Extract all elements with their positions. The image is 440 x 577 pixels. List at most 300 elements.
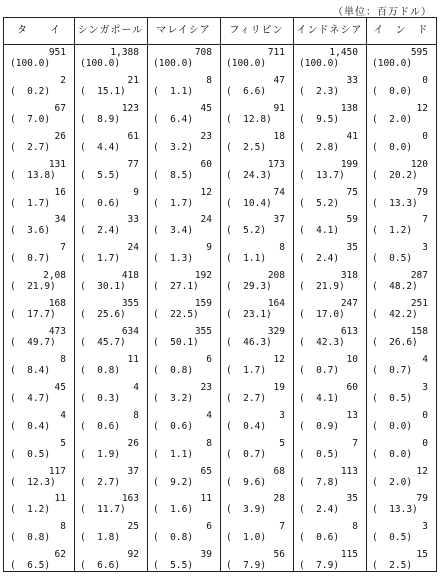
table-cell (147, 270, 220, 298)
cell-value: 8 (352, 521, 358, 533)
table-cell (4, 242, 74, 270)
cell-percent: ( 0.7) (226, 448, 267, 460)
cell-percent: ( 2.7) (226, 392, 267, 404)
cell-percent: ( 1.3) (153, 253, 194, 265)
cell-percent: ( 6.6) (80, 560, 121, 572)
table-cell (293, 410, 366, 438)
table-cell (293, 242, 366, 270)
table-cell (4, 521, 74, 549)
cell-percent: ( 45.7) (80, 337, 126, 348)
cell-percent: ( 13.3) (372, 504, 418, 516)
cell-percent: ( 1.1) (226, 253, 267, 265)
column-header: タ イ (17, 25, 61, 36)
cell-percent: (100.0) (10, 58, 51, 69)
table-cell (147, 410, 220, 438)
table-cell (4, 75, 74, 103)
cell-value: 6 (206, 521, 212, 533)
table-cell (74, 47, 147, 75)
table-cell (147, 131, 220, 159)
cell-value: 33 (346, 74, 358, 86)
column-header: フィリピン (229, 25, 284, 36)
cell-value: 92 (127, 549, 139, 561)
cell-value: 11 (54, 493, 66, 505)
table-cell (4, 270, 74, 298)
cell-percent: ( 2.4) (80, 225, 121, 237)
cell-percent: ( 4.4) (80, 141, 121, 153)
cell-percent: ( 9.2) (153, 476, 194, 488)
cell-value: 163 (121, 493, 139, 505)
cell-value: 45 (200, 102, 212, 114)
table-cell (293, 298, 366, 326)
cell-percent: ( 5.2) (299, 197, 340, 209)
cell-value: 4 (60, 409, 66, 421)
table-cell (4, 326, 74, 354)
cell-value: 7 (352, 437, 358, 449)
cell-value: 173 (267, 158, 285, 170)
cell-value: 131 (48, 158, 66, 170)
cell-percent: (100.0) (226, 58, 267, 69)
table-cell (220, 159, 293, 187)
table-cell (220, 410, 293, 438)
cell-percent: ( 0.5) (10, 448, 51, 460)
table-cell (220, 521, 293, 549)
cell-value: 35 (346, 493, 358, 505)
cell-value: 8 (206, 437, 212, 449)
cell-value: 117 (48, 465, 66, 477)
cell-value: 1,450 (329, 47, 358, 58)
cell-percent: ( 0.6) (153, 420, 194, 432)
cell-percent: ( 2.4) (299, 504, 340, 516)
cell-percent: ( 17.7) (10, 309, 56, 321)
cell-percent: ( 13.8) (10, 169, 56, 181)
cell-percent: ( 0.7) (10, 253, 51, 265)
table-cell (147, 326, 220, 354)
cell-percent: ( 3.6) (10, 225, 51, 237)
table-cell (366, 214, 436, 242)
cell-value: 9 (206, 242, 212, 254)
cell-percent: ( 4.1) (299, 392, 340, 404)
cell-value: 7 (422, 214, 428, 226)
cell-percent: ( 2.7) (10, 141, 51, 153)
cell-percent: ( 3.2) (153, 392, 194, 404)
cell-percent: ( 1.1) (153, 448, 194, 460)
cell-value: 12 (200, 186, 212, 198)
cell-value: 4 (133, 381, 139, 393)
table-cell (366, 354, 436, 382)
cell-percent: ( 21.9) (299, 281, 345, 293)
cell-value: 47 (273, 74, 285, 86)
cell-percent: ( 17.0) (299, 309, 345, 321)
cell-value: 23 (200, 130, 212, 142)
cell-value: 34 (54, 214, 66, 226)
cell-value: 418 (121, 270, 139, 282)
cell-value: 15 (416, 549, 428, 561)
table-cell (366, 131, 436, 159)
table-cell (293, 466, 366, 494)
cell-value: 2 (60, 74, 66, 86)
cell-value: 287 (410, 270, 428, 282)
cell-percent: ( 30.1) (80, 281, 126, 293)
cell-value: 60 (346, 381, 358, 393)
table-cell (366, 242, 436, 270)
cell-percent: ( 3.2) (153, 141, 194, 153)
table-row (4, 214, 436, 242)
cell-value: 59 (346, 214, 358, 226)
table-cell (4, 493, 74, 521)
cell-value: 595 (410, 47, 428, 58)
cell-value: 35 (346, 242, 358, 254)
cell-percent: ( 2.7) (80, 476, 121, 488)
table-cell (147, 493, 220, 521)
table-cell (293, 103, 366, 131)
table-cell (74, 214, 147, 242)
cell-percent: ( 1.7) (226, 364, 267, 376)
cell-value: 39 (200, 549, 212, 561)
table-row (4, 75, 436, 103)
cell-percent: ( 26.6) (372, 337, 418, 348)
cell-value: 7 (60, 242, 66, 254)
cell-percent: ( 50.1) (153, 337, 199, 348)
cell-value: 24 (200, 214, 212, 226)
table-cell (74, 549, 147, 577)
cell-percent: ( 0.5) (299, 448, 340, 460)
cell-percent: ( 0.8) (80, 364, 121, 376)
table-cell (220, 549, 293, 577)
cell-value: 24 (127, 242, 139, 254)
table-cell (74, 410, 147, 438)
table-cell (220, 131, 293, 159)
cell-value: 5 (60, 437, 66, 449)
table-cell (74, 270, 147, 298)
cell-percent: ( 0.2) (10, 85, 51, 97)
cell-value: 11 (200, 493, 212, 505)
table-cell (147, 47, 220, 75)
table-cell (366, 549, 436, 577)
cell-value: 28 (273, 493, 285, 505)
cell-value: 26 (127, 437, 139, 449)
table-row (4, 466, 436, 494)
column-header: マレイシア (156, 25, 211, 36)
cell-percent: ( 15.1) (80, 85, 126, 97)
table-cell (4, 103, 74, 131)
table-cell (147, 438, 220, 466)
cell-value: 8 (206, 74, 212, 86)
table-cell (220, 493, 293, 521)
cell-percent: ( 0.8) (10, 532, 51, 544)
cell-percent: (100.0) (80, 58, 121, 69)
table-cell (366, 47, 436, 75)
cell-percent: ( 2.3) (299, 85, 340, 97)
cell-value: 3 (422, 381, 428, 393)
cell-value: 120 (410, 158, 428, 170)
cell-percent: ( 11.7) (80, 504, 126, 516)
cell-percent: ( 1.7) (80, 253, 121, 265)
cell-percent: ( 0.3) (80, 392, 121, 404)
cell-value: 25 (127, 521, 139, 533)
table-cell (74, 103, 147, 131)
table-cell (220, 382, 293, 410)
table-cell (4, 47, 74, 75)
table-cell (220, 270, 293, 298)
cell-value: 113 (340, 465, 358, 477)
cell-percent: ( 13.3) (372, 197, 418, 209)
table-row (4, 270, 436, 298)
table-cell (147, 242, 220, 270)
cell-value: 0 (422, 130, 428, 142)
cell-percent: ( 0.9) (299, 420, 340, 432)
table-row (4, 521, 436, 549)
cell-value: 67 (54, 102, 66, 114)
cell-value: 11 (127, 353, 139, 365)
cell-value: 8 (60, 521, 66, 533)
table-cell (293, 354, 366, 382)
cell-value: 37 (127, 465, 139, 477)
cell-value: 74 (273, 186, 285, 198)
cell-percent: ( 1.7) (153, 197, 194, 209)
cell-percent: ( 0.4) (226, 420, 267, 432)
table-cell (147, 549, 220, 577)
cell-percent: ( 7.9) (226, 560, 267, 572)
table-cell (4, 159, 74, 187)
cell-percent: ( 4.7) (10, 392, 51, 404)
cell-percent: ( 21.9) (10, 281, 56, 293)
cell-percent: ( 0.8) (153, 532, 194, 544)
cell-value: 16 (54, 186, 66, 198)
cell-percent: ( 0.0) (372, 85, 413, 97)
table-cell (293, 521, 366, 549)
cell-percent: ( 12.3) (10, 476, 56, 488)
cell-value: 318 (340, 270, 358, 282)
cell-percent: ( 5.5) (80, 169, 121, 181)
table-cell (4, 549, 74, 577)
cell-percent: ( 48.2) (372, 281, 418, 293)
table-row (4, 382, 436, 410)
table-cell (366, 270, 436, 298)
cell-percent: ( 24.3) (226, 169, 272, 181)
table-cell (147, 159, 220, 187)
table-cell (220, 242, 293, 270)
cell-percent: ( 1.2) (372, 225, 413, 237)
cell-value: 951 (48, 47, 66, 58)
table-cell (293, 159, 366, 187)
table-row (4, 103, 436, 131)
cell-percent: ( 0.7) (372, 364, 413, 376)
cell-value: 329 (267, 326, 285, 337)
cell-value: 37 (273, 214, 285, 226)
table-cell (220, 298, 293, 326)
cell-percent: ( 42.3) (299, 337, 345, 348)
cell-percent: ( 1.2) (10, 504, 51, 516)
column-header: イ ン ド (373, 25, 429, 36)
cell-percent: ( 46.3) (226, 337, 272, 348)
cell-percent: ( 22.5) (153, 309, 199, 321)
table-cell (366, 438, 436, 466)
table-cell (220, 75, 293, 103)
table-cell (220, 354, 293, 382)
cell-percent: ( 49.7) (10, 337, 56, 348)
table-cell (366, 493, 436, 521)
table-cell (74, 131, 147, 159)
cell-percent: ( 1.8) (80, 532, 121, 544)
cell-value: 91 (273, 102, 285, 114)
cell-value: 2,08 (43, 270, 66, 282)
table-row (4, 410, 436, 438)
cell-percent: ( 23.1) (226, 309, 272, 321)
table-cell (366, 521, 436, 549)
cell-value: 19 (273, 381, 285, 393)
cell-percent: ( 0.7) (299, 364, 340, 376)
table-row (4, 438, 436, 466)
cell-value: 708 (194, 47, 212, 58)
cell-percent: ( 10.4) (226, 197, 272, 209)
cell-percent: ( 2.4) (299, 253, 340, 265)
cell-percent: ( 0.8) (153, 364, 194, 376)
cell-value: 6 (206, 353, 212, 365)
table-row (4, 159, 436, 187)
cell-percent: ( 1.1) (153, 85, 194, 97)
table-cell (293, 270, 366, 298)
cell-value: 613 (340, 326, 358, 337)
cell-value: 0 (422, 74, 428, 86)
cell-value: 12 (273, 353, 285, 365)
cell-percent: ( 0.0) (372, 141, 413, 153)
cell-value: 168 (48, 298, 66, 310)
cell-percent: ( 0.5) (372, 253, 413, 265)
table-cell (220, 47, 293, 75)
table-cell (74, 187, 147, 215)
cell-value: 138 (340, 102, 358, 114)
table-cell (366, 187, 436, 215)
table-row (4, 493, 436, 521)
cell-percent: ( 27.1) (153, 281, 199, 293)
table-cell (147, 382, 220, 410)
cell-percent: ( 0.6) (299, 532, 340, 544)
table-cell (366, 382, 436, 410)
table-cell (293, 549, 366, 577)
cell-percent: ( 0.6) (80, 197, 121, 209)
table-row (4, 549, 436, 577)
cell-value: 10 (346, 353, 358, 365)
table-cell (74, 493, 147, 521)
cell-percent: ( 6.5) (10, 560, 51, 572)
table-cell (366, 298, 436, 326)
cell-value: 5 (279, 437, 285, 449)
cell-value: 251 (410, 298, 428, 310)
table-cell (366, 410, 436, 438)
cell-percent: ( 1.7) (10, 197, 51, 209)
table-cell (74, 75, 147, 103)
cell-value: 711 (267, 47, 285, 58)
cell-value: 56 (273, 549, 285, 561)
cell-value: 79 (416, 493, 428, 505)
cell-value: 75 (346, 186, 358, 198)
cell-value: 123 (121, 102, 139, 114)
cell-percent: ( 8.4) (10, 364, 51, 376)
cell-percent: ( 4.1) (299, 225, 340, 237)
table-cell (220, 214, 293, 242)
table-cell (147, 187, 220, 215)
cell-value: 68 (273, 465, 285, 477)
cell-value: 12 (416, 102, 428, 114)
cell-percent: ( 2.8) (299, 141, 340, 153)
table-cell (147, 103, 220, 131)
cell-percent: (100.0) (153, 58, 194, 69)
cell-value: 13 (346, 409, 358, 421)
table-cell (4, 354, 74, 382)
column-header: インドネシア (296, 25, 363, 36)
cell-percent: ( 0.5) (372, 392, 413, 404)
cell-percent: (100.0) (299, 58, 340, 69)
cell-percent: ( 25.6) (80, 309, 126, 321)
cell-value: 61 (127, 130, 139, 142)
table-cell (366, 326, 436, 354)
cell-percent: (100.0) (372, 58, 413, 69)
table-cell (147, 214, 220, 242)
cell-value: 4 (422, 353, 428, 365)
table-cell (293, 47, 366, 75)
table-cell (4, 214, 74, 242)
cell-value: 41 (346, 130, 358, 142)
table-cell (4, 466, 74, 494)
cell-percent: ( 8.5) (153, 169, 194, 181)
cell-percent: ( 0.0) (372, 448, 413, 460)
table-row (4, 131, 436, 159)
cell-value: 199 (340, 158, 358, 170)
cell-percent: ( 0.6) (80, 420, 121, 432)
table-cell (293, 382, 366, 410)
column-header: シンガポール (77, 25, 144, 36)
cell-value: 247 (340, 298, 358, 310)
table-cell (74, 326, 147, 354)
table-cell (366, 103, 436, 131)
cell-value: 9 (133, 186, 139, 198)
cell-percent: ( 2.5) (372, 560, 413, 572)
table-row (4, 354, 436, 382)
cell-percent: ( 0.0) (372, 420, 413, 432)
table-cell (147, 354, 220, 382)
cell-value: 1,388 (110, 47, 139, 58)
cell-value: 23 (200, 381, 212, 393)
table-cell (293, 438, 366, 466)
cell-percent: ( 2.0) (372, 113, 413, 125)
table-cell (74, 382, 147, 410)
table-cell (220, 438, 293, 466)
table-cell (74, 466, 147, 494)
cell-percent: ( 0.5) (372, 532, 413, 544)
cell-percent: ( 9.5) (299, 113, 340, 125)
table-cell (74, 242, 147, 270)
table-cell (4, 187, 74, 215)
cell-percent: ( 12.8) (226, 113, 272, 125)
cell-value: 12 (416, 465, 428, 477)
table-cell (293, 75, 366, 103)
cell-percent: ( 20.2) (372, 169, 418, 181)
table-cell (293, 131, 366, 159)
cell-value: 18 (273, 130, 285, 142)
cell-value: 208 (267, 270, 285, 282)
cell-percent: ( 7.9) (299, 560, 340, 572)
cell-percent: ( 7.0) (10, 113, 51, 125)
cell-percent: ( 1.6) (153, 504, 194, 516)
cell-value: 45 (54, 381, 66, 393)
table-row (4, 242, 436, 270)
cell-value: 164 (267, 298, 285, 310)
table-cell (147, 466, 220, 494)
cell-value: 21 (127, 74, 139, 86)
cell-value: 0 (422, 437, 428, 449)
table-cell (74, 438, 147, 466)
cell-percent: ( 2.5) (226, 141, 267, 153)
